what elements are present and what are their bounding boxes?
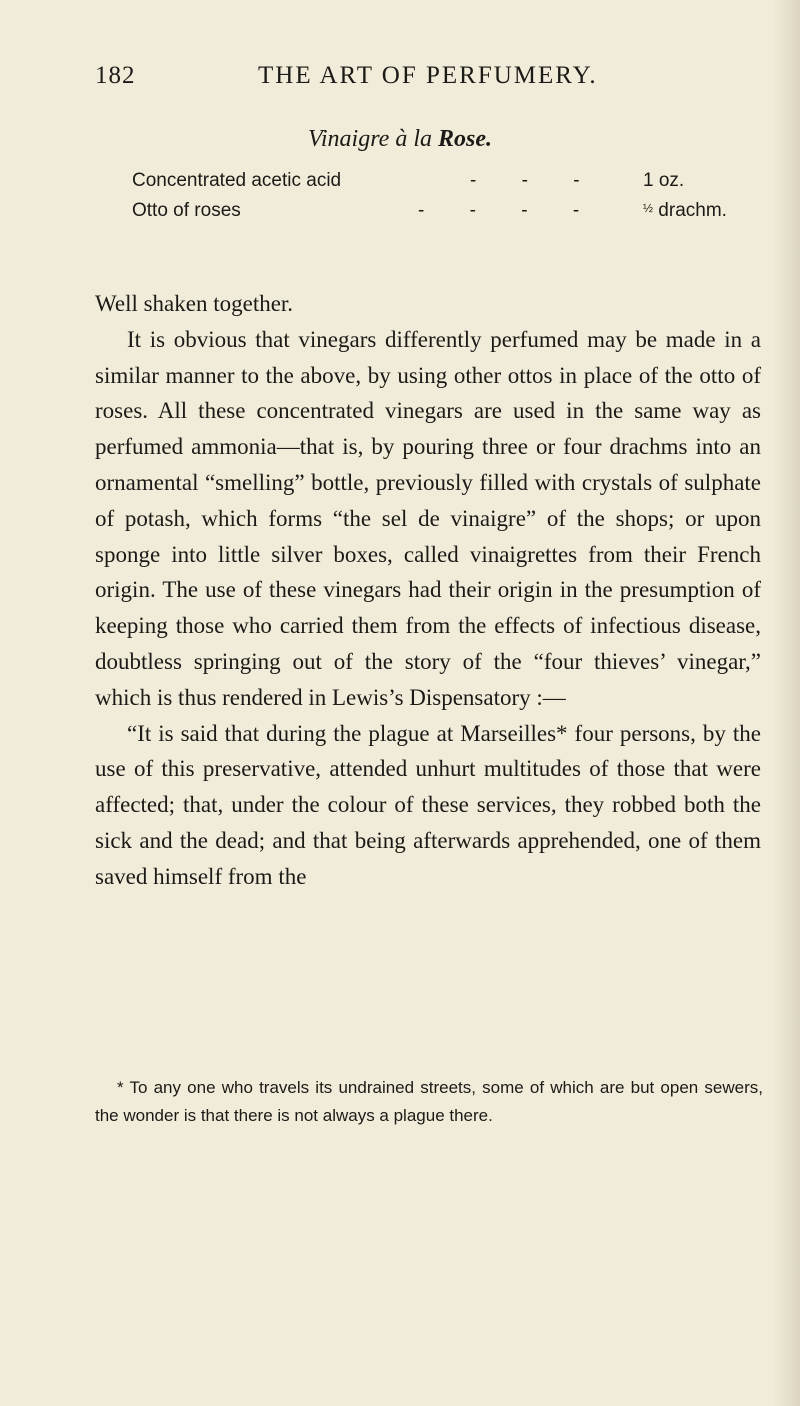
body-text bbox=[95, 286, 761, 895]
running-title: THE ART OF PERFUMERY. bbox=[258, 62, 598, 89]
ingredient-row bbox=[132, 200, 752, 230]
ingredient-name: Concentrated acetic acid bbox=[132, 170, 342, 191]
quantity-unit: drachm. bbox=[658, 200, 727, 221]
ingredient-quantity bbox=[643, 200, 727, 222]
leader-dashes: - - - bbox=[470, 170, 580, 191]
leader-dashes: - - - - bbox=[418, 200, 580, 221]
ingredient-list bbox=[132, 170, 752, 230]
page-edge-shadow bbox=[772, 0, 800, 1406]
footnote-text: * To any one who travels its undrained streets, some of which are but open sewers, the wonder is that there is not always a plague there. bbox=[95, 1078, 763, 1125]
recipe-title-italic: Vinaigre à la bbox=[308, 126, 432, 152]
ingredient-name: Otto of roses bbox=[132, 200, 241, 221]
body-line: Well shaken together. bbox=[95, 291, 294, 316]
footnote bbox=[95, 1074, 763, 1130]
page-number: 182 bbox=[95, 62, 136, 89]
recipe-title-bold: Rose. bbox=[437, 126, 492, 152]
quantity-fraction: ½ bbox=[643, 201, 654, 215]
quoted-paragraph: “It is said that during the plague at Marseilles* four persons, by the use of this preservative, attended unhurt multitudes of those that were affected; that, under the colour of these services, they robbed both the sick and the dead; and that being afterwards apprehended, one of them saved himself from the bbox=[95, 720, 761, 889]
ingredient-row bbox=[132, 170, 752, 200]
paragraph: It is obvious that vinegars differently perfumed may be made in a similar manner to the above, by using other ottos in place of the otto of roses. All these concentrated vinegars are used in the same way as perfumed ammonia—that is, by pouring three or four drachms into an ornamental “smelling” bottle, previously filled with crystals of sulphate of potash, which forms “the sel de vinaigre” of the shops; or upon sponge into little silver boxes, called vinaigrettes from their French origin. The use of these vinegars had their origin in the presumption of keeping those who carried them from the effects of infectious disease, doubtless springing out of the story of the “four thieves’ vinegar,” which is thus rendered in Lewis’s Dispensatory :— bbox=[95, 326, 761, 710]
recipe-title bbox=[0, 126, 800, 153]
ingredient-quantity: 1 oz. bbox=[643, 170, 685, 191]
